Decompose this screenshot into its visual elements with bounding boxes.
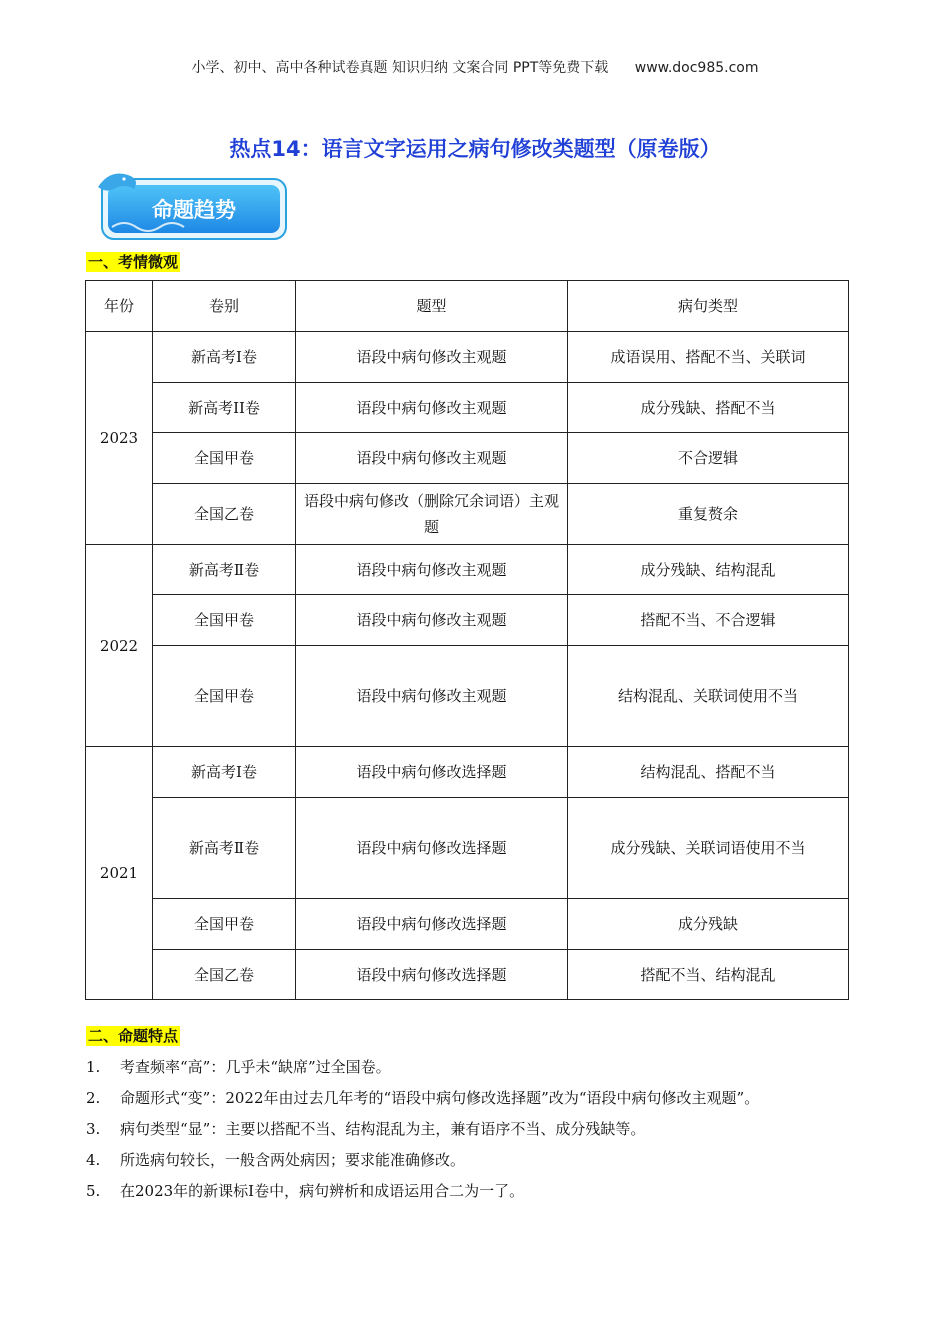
- paper-cell: 新高考Ⅰ卷: [153, 747, 296, 798]
- error-cell: 结构混乱、关联词使用不当: [568, 646, 849, 747]
- list-text: 命题形式“变”：2022年由过去几年考的“语段中病句修改选择题”改为“语段中病句修改主观题”。: [120, 1089, 760, 1107]
- error-cell: 搭配不当、结构混乱: [568, 950, 849, 1000]
- header-paper: 卷别: [153, 281, 296, 332]
- header-error: 病句类型: [568, 281, 849, 332]
- header-text: 小学、初中、高中各种试卷真题 知识归纳 文案合同 PPT等免费下载: [191, 60, 609, 76]
- table-row: [86, 595, 849, 646]
- banner: [94, 167, 289, 242]
- error-cell: 成分残缺: [568, 899, 849, 950]
- error-cell: 不合逻辑: [568, 433, 849, 484]
- list-text: 在2023年的新课标I卷中，病句辨析和成语运用合二为一了。: [120, 1182, 525, 1200]
- type-cell: 语段中病句修改主观题: [296, 545, 568, 595]
- table-row: [86, 332, 849, 383]
- list-number: 2.: [86, 1089, 101, 1107]
- list-number: 4.: [86, 1151, 101, 1169]
- paper-cell: 新高考II卷: [153, 383, 296, 433]
- feature-list: [86, 1052, 906, 1207]
- type-cell: 语段中病句修改（删除冗余词语）主观题: [296, 484, 568, 545]
- header-url[interactable]: www.doc985.com: [634, 60, 759, 76]
- table-row: [86, 484, 849, 545]
- list-item: [86, 1176, 906, 1207]
- list-item: [86, 1083, 906, 1114]
- list-item: [86, 1145, 906, 1176]
- paper-cell: 全国乙卷: [153, 484, 296, 545]
- error-cell: 成分残缺、结构混乱: [568, 545, 849, 595]
- banner-label: 命题趋势: [152, 198, 236, 222]
- list-number: 1.: [86, 1058, 101, 1076]
- paper-cell: 新高考Ⅱ卷: [153, 545, 296, 595]
- type-cell: 语段中病句修改主观题: [296, 595, 568, 646]
- year-cell: 2021: [86, 747, 153, 1000]
- list-number: 5.: [86, 1182, 101, 1200]
- header-type: 题型: [296, 281, 568, 332]
- exam-table: [85, 280, 849, 1000]
- table-header-row: [86, 281, 849, 332]
- type-cell: 语段中病句修改选择题: [296, 747, 568, 798]
- error-cell: 成语误用、搭配不当、关联词: [568, 332, 849, 383]
- error-cell: 重复赘余: [568, 484, 849, 545]
- table-row: [86, 798, 849, 899]
- table-row: [86, 899, 849, 950]
- header-year: 年份: [86, 281, 153, 332]
- paper-cell: 全国甲卷: [153, 595, 296, 646]
- type-cell: 语段中病句修改选择题: [296, 950, 568, 1000]
- table-row: [86, 950, 849, 1000]
- type-cell: 语段中病句修改主观题: [296, 433, 568, 484]
- list-text: 病句类型“显”：主要以搭配不当、结构混乱为主，兼有语序不当、成分残缺等。: [120, 1120, 646, 1138]
- page-title: 热点14：语言文字运用之病句修改类题型（原卷版）: [229, 137, 721, 161]
- dolphin-banner-graphic: [94, 167, 289, 242]
- type-cell: 语段中病句修改选择题: [296, 798, 568, 899]
- paper-cell: 全国甲卷: [153, 899, 296, 950]
- error-cell: 搭配不当、不合逻辑: [568, 595, 849, 646]
- paper-cell: 新高考I卷: [153, 332, 296, 383]
- list-text: 所选病句较长，一般含两处病因；要求能准确修改。: [120, 1151, 466, 1169]
- table-row: [86, 383, 849, 433]
- paper-cell: 全国甲卷: [153, 646, 296, 747]
- list-item: [86, 1052, 906, 1083]
- paper-cell: 全国甲卷: [153, 433, 296, 484]
- table-row: [86, 747, 849, 798]
- type-cell: 语段中病句修改主观题: [296, 646, 568, 747]
- year-cell: 2023: [86, 332, 153, 545]
- table-row: [86, 433, 849, 484]
- type-cell: 语段中病句修改主观题: [296, 383, 568, 433]
- year-cell: 2022: [86, 545, 153, 747]
- paper-cell: 全国乙卷: [153, 950, 296, 1000]
- list-item: [86, 1114, 906, 1145]
- section1-heading: 一、考情微观: [88, 253, 179, 271]
- list-text: 考查频率“高”：几乎未“缺席”过全国卷。: [120, 1058, 391, 1076]
- error-cell: 成分残缺、关联词语使用不当: [568, 798, 849, 899]
- section2-heading: 二、命题特点: [88, 1027, 179, 1045]
- page-header: [0, 57, 950, 77]
- paper-cell: 新高考Ⅱ卷: [153, 798, 296, 899]
- error-cell: 结构混乱、搭配不当: [568, 747, 849, 798]
- type-cell: 语段中病句修改选择题: [296, 899, 568, 950]
- table-row: [86, 646, 849, 747]
- list-number: 3.: [86, 1120, 101, 1138]
- error-cell: 成分残缺、搭配不当: [568, 383, 849, 433]
- type-cell: 语段中病句修改主观题: [296, 332, 568, 383]
- table-row: [86, 545, 849, 595]
